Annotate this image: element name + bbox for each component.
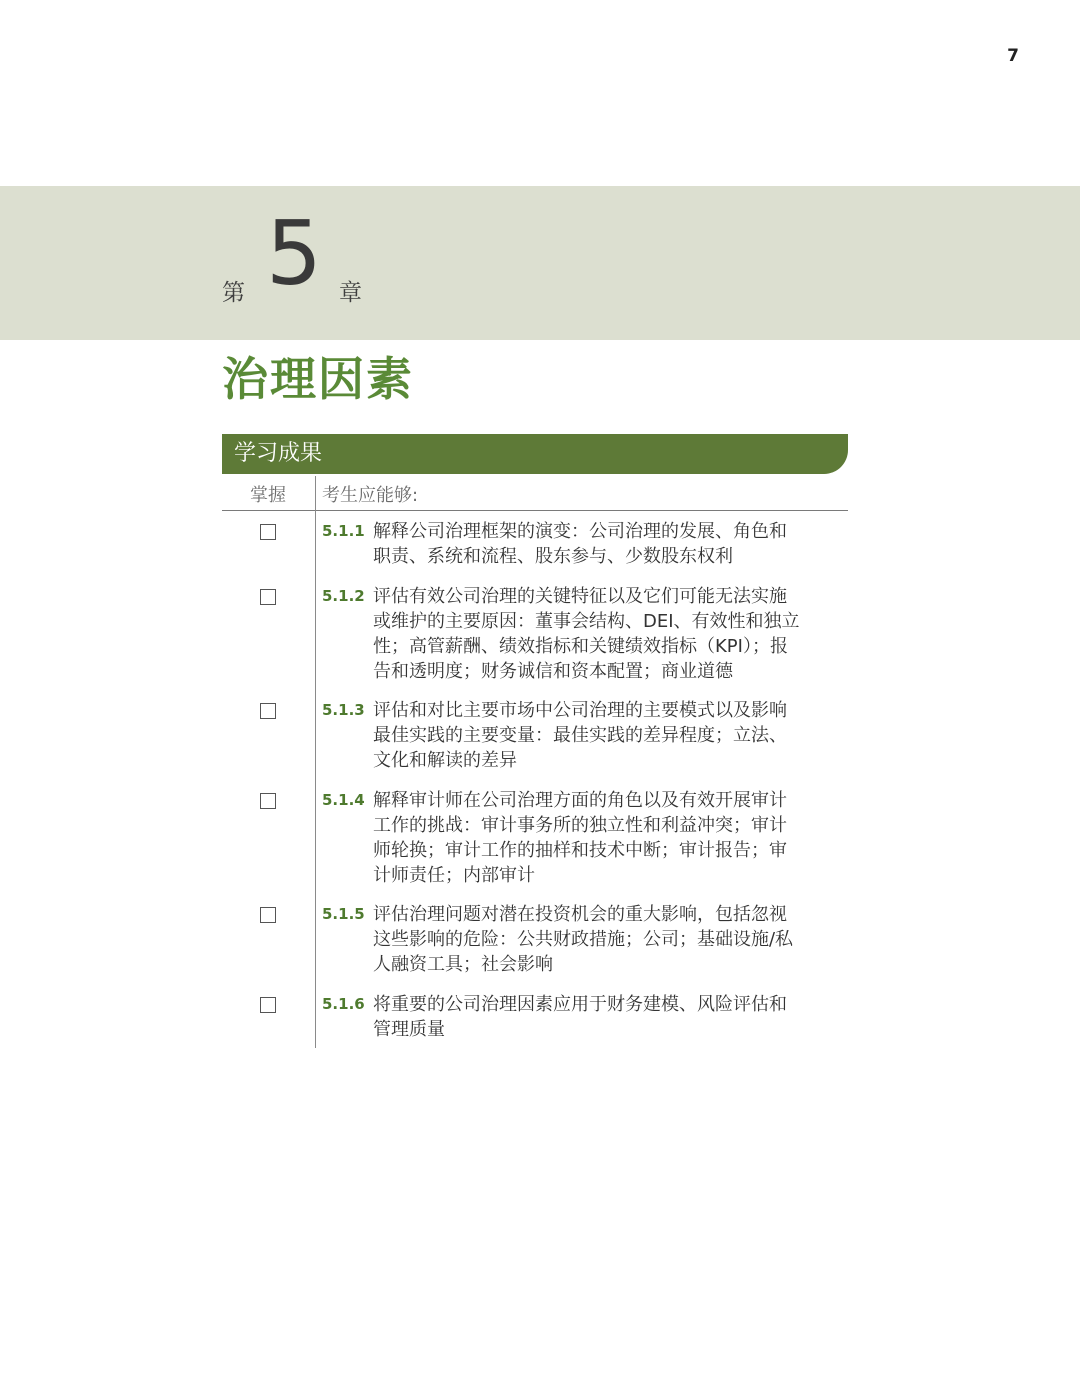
outcome-code: 5.1.2 (322, 587, 365, 605)
outcome-text (373, 902, 839, 977)
outcome-text (373, 519, 839, 569)
outcome-line: 计师责任；内部审计 (373, 865, 535, 886)
outcome-code: 5.1.4 (322, 791, 365, 809)
chapter-band (0, 186, 1080, 340)
outcome-line: 人融资工具；社会影响 (373, 954, 553, 975)
outcome-code: 5.1.1 (322, 522, 365, 540)
outcome-text (373, 992, 839, 1042)
outcome-line: 评估和对比主要市场中公司治理的主要模式以及影响 (373, 700, 787, 721)
mastery-checkbox-5-1-1[interactable] (260, 524, 276, 540)
outcome-code: 5.1.6 (322, 995, 365, 1013)
outcome-line: 职责、系统和流程、股东参与、少数股东权利 (373, 546, 733, 567)
outcome-line: 将重要的公司治理因素应用于财务建模、风险评估和 (373, 994, 787, 1015)
outcome-line: 文化和解读的差异 (373, 750, 517, 771)
chapter-prefix: 第 (222, 280, 245, 306)
outcome-text (373, 584, 839, 684)
outcome-line: 解释审计师在公司治理方面的角色以及有效开展审计 (373, 790, 787, 811)
mastery-checkbox-5-1-5[interactable] (260, 907, 276, 923)
outcome-line: 最佳实践的主要变量：最佳实践的差异程度；立法、 (373, 725, 787, 746)
candidates-column-header: 考生应能够: (322, 485, 419, 506)
mastery-column-header: 掌握 (250, 485, 286, 506)
outcome-line: 师轮换；审计工作的抽样和技术中断；审计报告；审 (373, 840, 787, 861)
chapter-title: 治理因素 (222, 352, 414, 406)
outcome-line: 解释公司治理框架的演变：公司治理的发展、角色和 (373, 521, 787, 542)
outcome-line: 管理质量 (373, 1019, 445, 1040)
page-number: 7 (1007, 46, 1019, 66)
learning-outcomes-title: 学习成果 (234, 441, 323, 466)
mastery-checkbox-5-1-6[interactable] (260, 997, 276, 1013)
outcome-line: 这些影响的危险：公共财政措施；公司；基础设施/私 (373, 929, 794, 950)
learning-outcomes-header (222, 434, 848, 474)
chapter-number: 5 (266, 202, 322, 305)
outcome-line: 评估治理问题对潜在投资机会的重大影响，包括忽视 (373, 904, 787, 925)
outcome-code: 5.1.3 (322, 701, 365, 719)
outcome-line: 评估有效公司治理的关键特征以及它们可能无法实施 (373, 586, 787, 607)
mastery-checkbox-5-1-4[interactable] (260, 793, 276, 809)
chapter-suffix: 章 (339, 280, 362, 306)
outcome-text (373, 698, 839, 773)
outcome-line: 工作的挑战：审计事务所的独立性和利益冲突；审计 (373, 815, 787, 836)
outcome-line: 或维护的主要原因：董事会结构、DEI、有效性和独立 (373, 611, 800, 632)
outcome-code: 5.1.5 (322, 905, 365, 923)
outcome-text (373, 788, 839, 888)
mastery-checkbox-5-1-2[interactable] (260, 589, 276, 605)
outcome-line: 性；高管薪酬、绩效指标和关键绩效指标（KPI）；报 (373, 636, 788, 657)
column-divider (315, 476, 316, 1048)
mastery-checkbox-5-1-3[interactable] (260, 703, 276, 719)
outcome-line: 告和透明度；财务诚信和资本配置；商业道德 (373, 661, 733, 682)
